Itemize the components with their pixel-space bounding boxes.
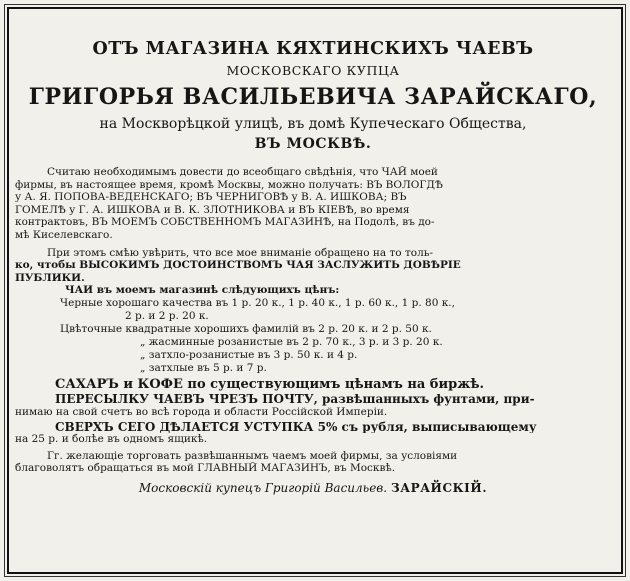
text-line: Считаю необходимымъ довести до всеобщаго свѣдѣнія, что ЧАЙ моей [47,166,438,178]
price-zathly-tea: „ затхлые въ 5 р. и 7 р. [140,362,267,375]
text-line: фирмы, въ настоящее время, кромѣ Москвы, можно получать: ВЪ ВОЛОГДѢ [15,178,443,191]
text-line: у А. Я. ПОПОВА-ВЕДЕНСКАГО; ВЪ ЧЕРНИГОВѢ у В. А. ИШКОВА; ВЪ [15,191,407,204]
text-line: Гг. желающіе торговать развѣшаннымъ чаемъ моей фирмы, за условіями [47,449,458,462]
price-list [15,284,611,375]
text-line: на 25 р. и болѣе въ одномъ ящикѣ. [15,433,208,446]
text-line: ГОМЕЛѢ у Г. А. ИШКОВА и В. К. ЗЛОТНИКОВА и ВЪ КІЕВѢ, во время [15,203,410,216]
shop-title: ОТЪ МАГАЗИНА КЯХТИНСКИХЪ ЧАЕВЪ [92,39,534,59]
wholesale-note [15,450,611,475]
text-line: контрактовъ, ВЪ МОЕМЪ СОБСТВЕННОМЪ МАГАЗИНѢ, на Подолѣ, въ до- [15,216,435,229]
shop-address: на Москворѣцкой улицѣ, въ домѣ Купеческаго Общества, [99,116,527,132]
price-flower-tea: Цвѣточные квадратные хорошихъ фамилій въ 2 р. 20 к. и 2 р. 50 к. [60,323,432,336]
text-line: благоволятъ обращаться въ мой ГЛАВНЫЙ МАГАЗИНЪ, въ Москвѣ. [15,462,396,475]
merchant-rank: МОСКОВСКАГО КУПЦА [226,63,400,78]
signature [15,481,611,495]
text-line: СВЕРХЪ СЕГО ДѢЛАЕТСЯ УСТУПКА 5% съ рубля, выписывающему [55,420,537,434]
text-line: ПЕРЕСЫЛКУ ЧАЕВЪ ЧРЕЗЪ ПОЧТУ, развѣшанныхъ фунтами, при- [55,393,535,406]
city: ВЪ МОСКВѢ. [254,136,372,152]
signature-text: Московскій купецъ Григорій Васильев. [138,480,388,495]
price-jasmine-tea: „ жасминные розанистые въ 2 р. 70 к., 3 р. и 3 р. 20 к. [140,336,443,349]
text-line: мѣ Киселевскаго. [15,228,113,241]
sugar-coffee-note: САХАРЪ и КОФЕ по существующимъ цѣнамъ на биржѣ. [55,377,485,393]
price-black-tea-cont: 2 р. и 2 р. 20 к. [125,310,209,323]
paragraph-locations [15,166,611,242]
text-line: При этомъ смѣю увѣрить, что все мое вниманіе обращено на то толь- [47,246,434,259]
price-zathlo-rose-tea: „ затхло-розанистые въ 3 р. 50 к. и 4 р. [140,349,358,362]
text-line: ПУБЛИКИ. [15,271,85,284]
text-line: нимаю на свой счетъ во всѣ города и области Россійской Имперіи. [15,405,388,418]
signature-name: ЗАРАЙСКІЙ. [390,480,488,495]
merchant-name: ГРИГОРЬЯ ВАСИЛЬЕВИЧА ЗАРАЙСКАГО, [28,84,598,110]
paragraph-assurance [15,247,611,285]
price-intro: ЧАИ въ моемъ магазинѣ слѣдующихъ цѣнъ: [65,284,340,297]
advertisement [15,14,611,564]
shipping-note [15,393,611,418]
discount-note [15,421,611,446]
text-line: ко, чтобы ВЫСОКИМЪ ДОСТОИНСТВОМЪ ЧАЯ ЗАСЛУЖИТЬ ДОВѢРІЕ [15,259,461,272]
price-black-tea: Черные хорошаго качества въ 1 р. 20 к., 1 р. 40 к., 1 р. 60 к., 1 р. 80 к., [60,297,455,310]
